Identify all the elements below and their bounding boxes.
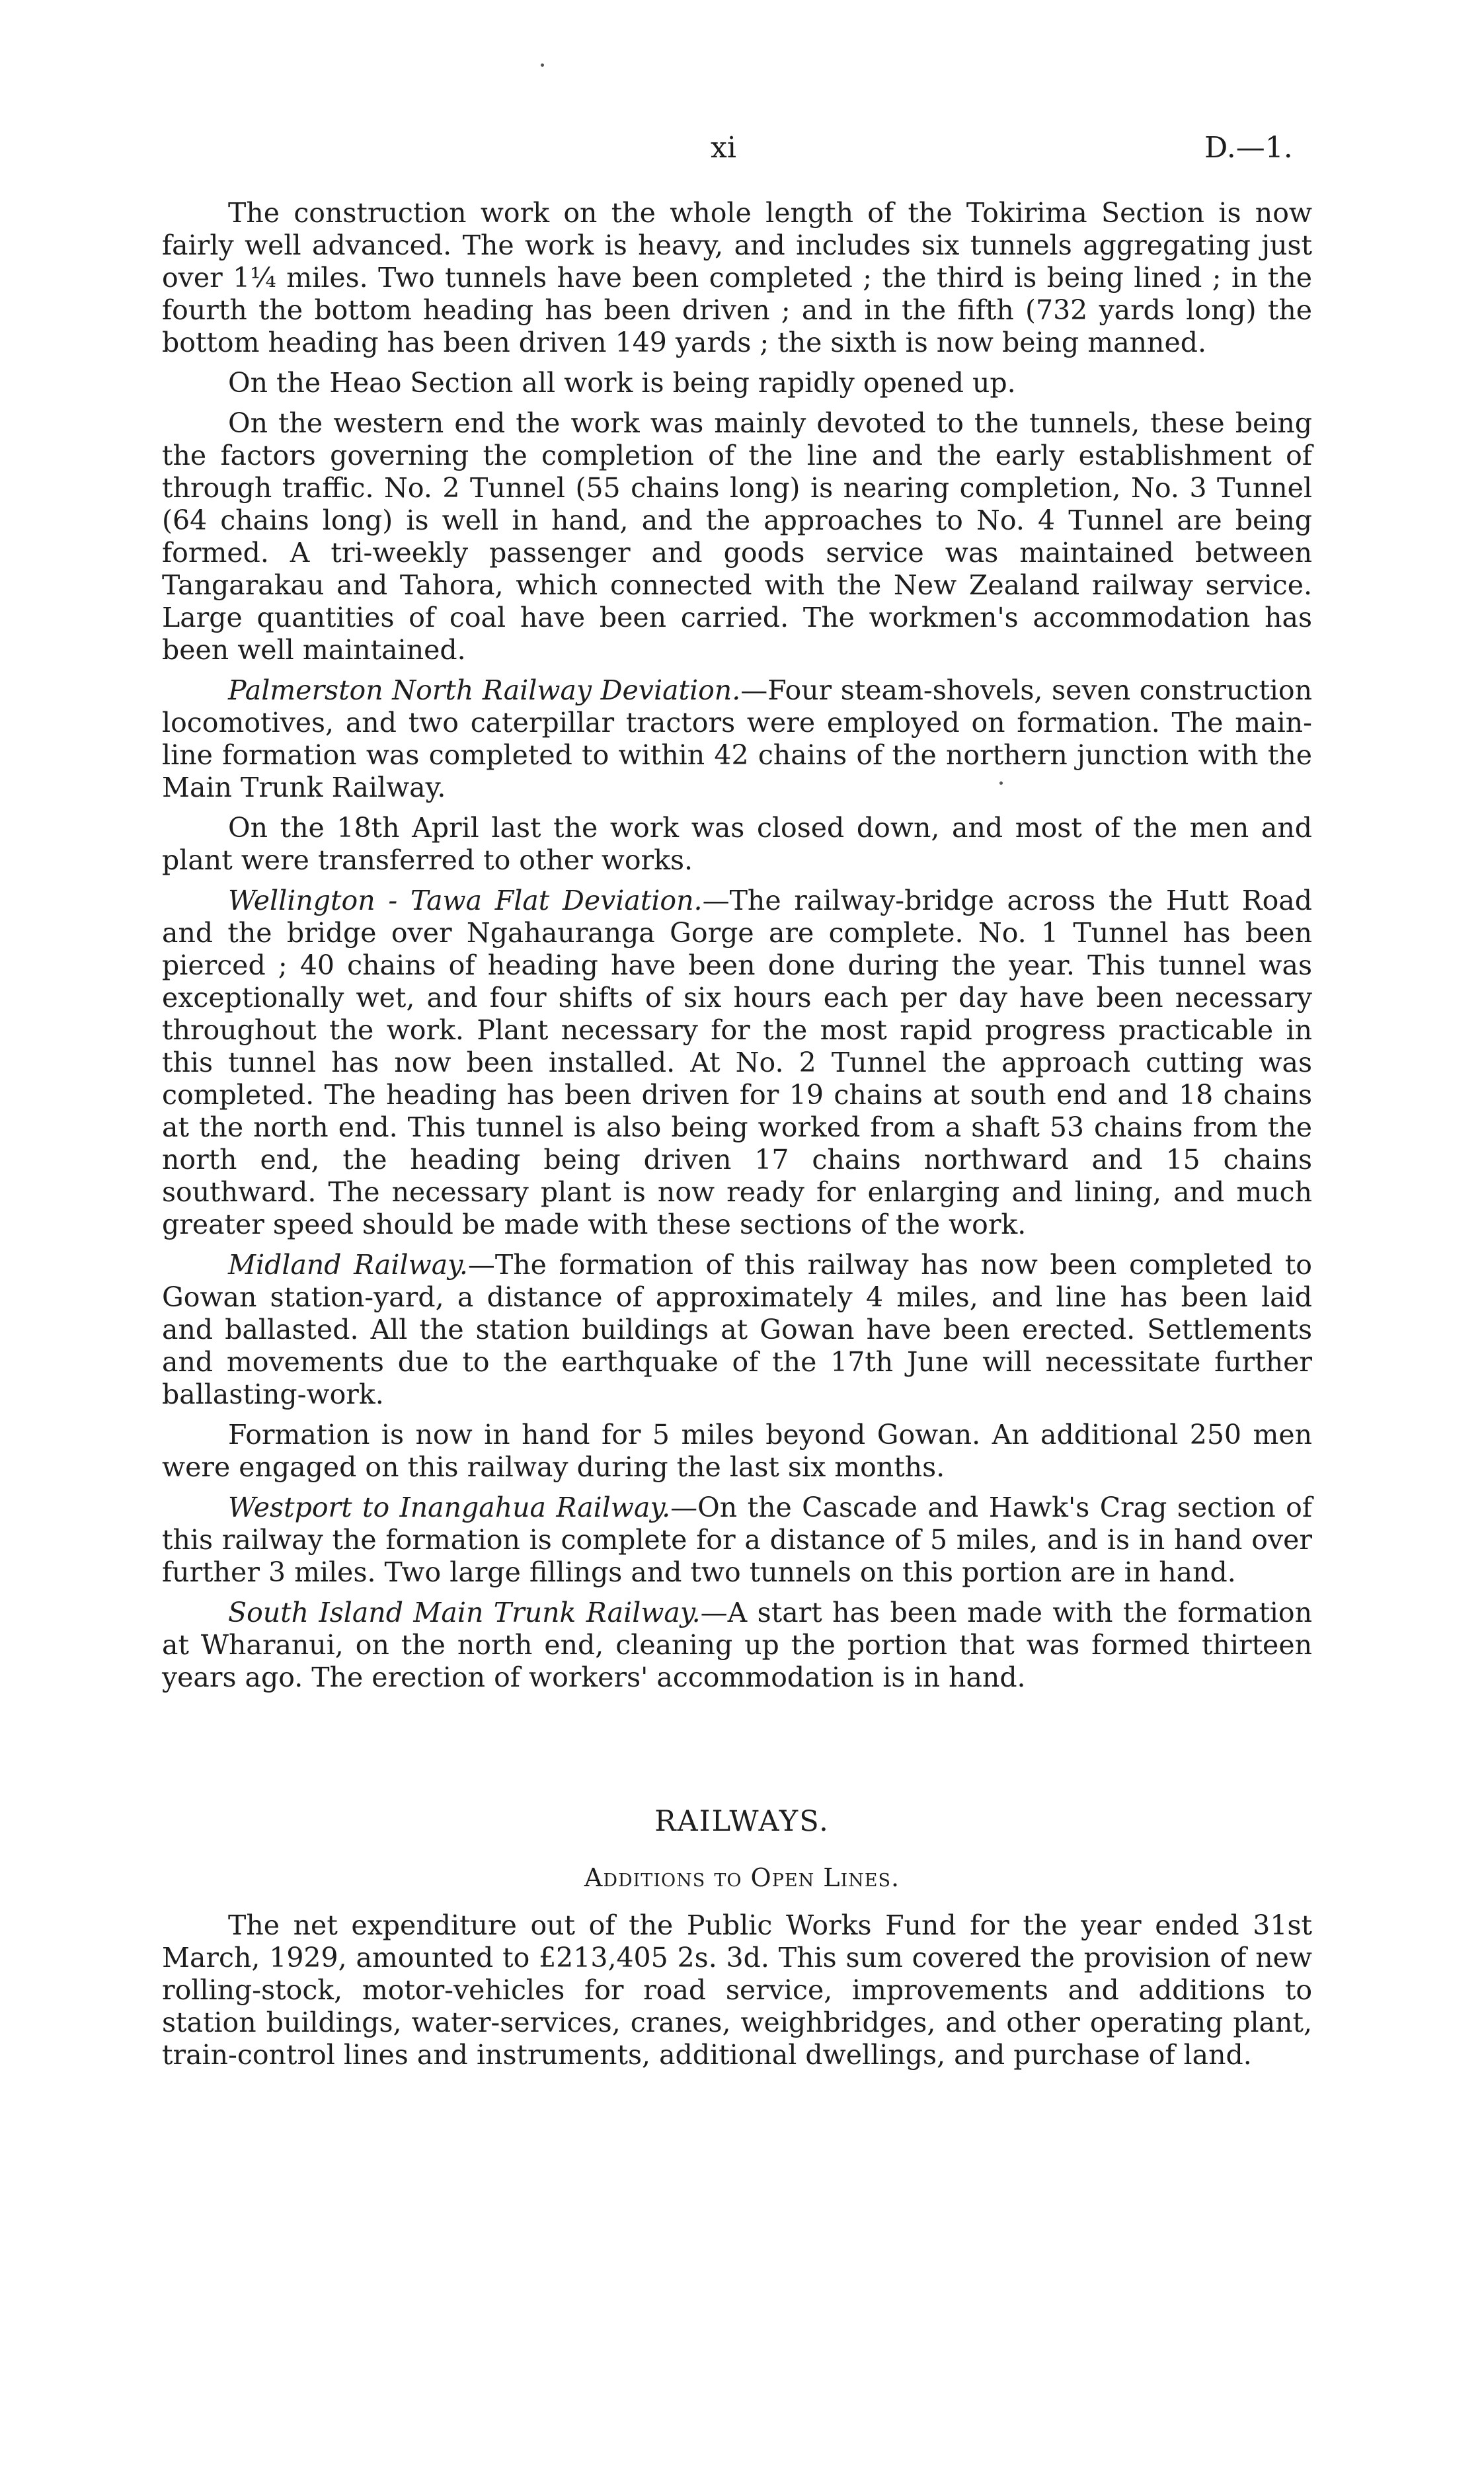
railways-body — [162, 1909, 1312, 2071]
paragraph — [162, 812, 1312, 877]
paragraph-text: —Four steam-shovels, seven construction locomotives, and two caterpillar tractors were employed on formation. The main-line formation was completed to within 42 chains of the northern junction with the Main Trunk Railway. — [162, 674, 1312, 803]
paragraph-text: —On the Cascade and Hawk's Crag section of this railway the formation is complete for a distance of 5 miles, and is in hand over further 3 miles. Two large fillings and two tunnels on this portion are in hand. — [162, 1492, 1312, 1588]
paragraph — [162, 1249, 1312, 1411]
paragraph-text: On the Heao Section all work is being rapidly opened up. — [228, 367, 1016, 399]
paragraph — [162, 1492, 1312, 1589]
paragraph-lead: South Island Main Trunk Railway. — [228, 1597, 701, 1628]
paragraph — [162, 885, 1312, 1241]
paragraph-text: —The formation of this railway has now been completed to Gowan station-yard, a distance of approximately 4 miles, and line has been laid and ballasted. All the station buildings at Gowan have been erected. Settlements and movements due to the earthquake of the 17th June will necessitate further ballasting-work. — [162, 1249, 1312, 1410]
paragraph-text: The net expenditure out of the Public Works Fund for the year ended 31st March, 1929, amounted to £213,405 2s. 3d. This sum covered the provision of new rolling-stock, motor-vehicles for road service, improvements and additions to station buildings, water-services, cranes, weighbridges, and other operating plant, train-control lines and instruments, additional dwellings, and purchase of land. — [162, 1909, 1312, 2071]
paragraph-text: On the 18th April last the work was closed down, and most of the men and plant were transferred to other works. — [162, 812, 1312, 876]
paragraph-text: On the western end the work was mainly devoted to the tunnels, these being the factors governing the completion of the line and the early establishment of through traffic. No. 2 Tunnel (55 chains long) is nearing completion, No. 3 Tunnel (64 chains long) is well in hand, and the approaches to No. 4 Tunnel are being formed. A tri-weekly passenger and goods service was maintained between Tangarakau and Tahora, which connected with the New Zealand railway service. Large quantities of coal have been carried. The workmen's accommodation has been well maintained. — [162, 407, 1312, 666]
page-number: xi — [711, 131, 736, 165]
paragraph-text: The construction work on the whole length of the Tokirima Section is now fairly well advanced. The work is heavy, and includes six tunnels aggregating just over 1¼ miles. Two tunnels have been completed ; the third is being lined ; in the fourth the bottom heading has been driven ; and in the fifth (732 yards long) the bottom heading has been driven 149 yards ; the sixth is now being manned. — [162, 197, 1312, 358]
scan-speck — [999, 781, 1003, 785]
document-reference: D.—1. — [1204, 131, 1293, 165]
body-text — [162, 197, 1312, 1702]
paragraph-text: —A start has been made with the formation at Wharanui, on the north end, cleaning up the portion that was formed thirteen years ago. The erection of workers' accommodation is in hand. — [162, 1597, 1313, 1693]
scan-speck — [541, 63, 544, 67]
paragraph-lead: Palmerston North Railway Deviation. — [228, 674, 741, 706]
paragraph — [162, 197, 1312, 359]
paragraph — [162, 674, 1312, 804]
section-subheading: Additions to Open Lines. — [584, 1863, 900, 1892]
paragraph-lead: Midland Railway. — [228, 1249, 468, 1281]
paragraph — [162, 1419, 1312, 1484]
paragraph-lead: Wellington - Tawa Flat Deviation. — [228, 885, 703, 916]
paragraph — [162, 407, 1312, 666]
section-heading: RAILWAYS. — [654, 1805, 830, 1838]
paragraph-lead: Westport to Inangahua Railway. — [228, 1492, 671, 1523]
paragraph — [162, 1597, 1312, 1694]
paragraph-text: Formation is now in hand for 5 miles beyond Gowan. An additional 250 men were engaged on this railway during the last six months. — [162, 1419, 1312, 1483]
paragraph — [162, 367, 1312, 399]
paragraph-text: —The railway-bridge across the Hutt Road and the bridge over Ngahauranga Gorge are complete. No. 1 Tunnel has been pierced ; 40 chains of heading have been done during the year. This tunnel was exceptionally wet, and four shifts of six hours each per day have been necessary throughout the work. Plant necessary for the most rapid progress practicable in this tunnel has now been installed. At No. 2 Tunnel the approach cutting was completed. The heading has been driven for 19 chains at south end and 18 chains at the north end. This tunnel is also being worked from a shaft 53 chains from the north end, the heading being driven 17 chains northward and 15 chains southward. The necessary plant is now ready for enlarging and lining, and much greater speed should be made with these sections of the work. — [162, 885, 1312, 1240]
